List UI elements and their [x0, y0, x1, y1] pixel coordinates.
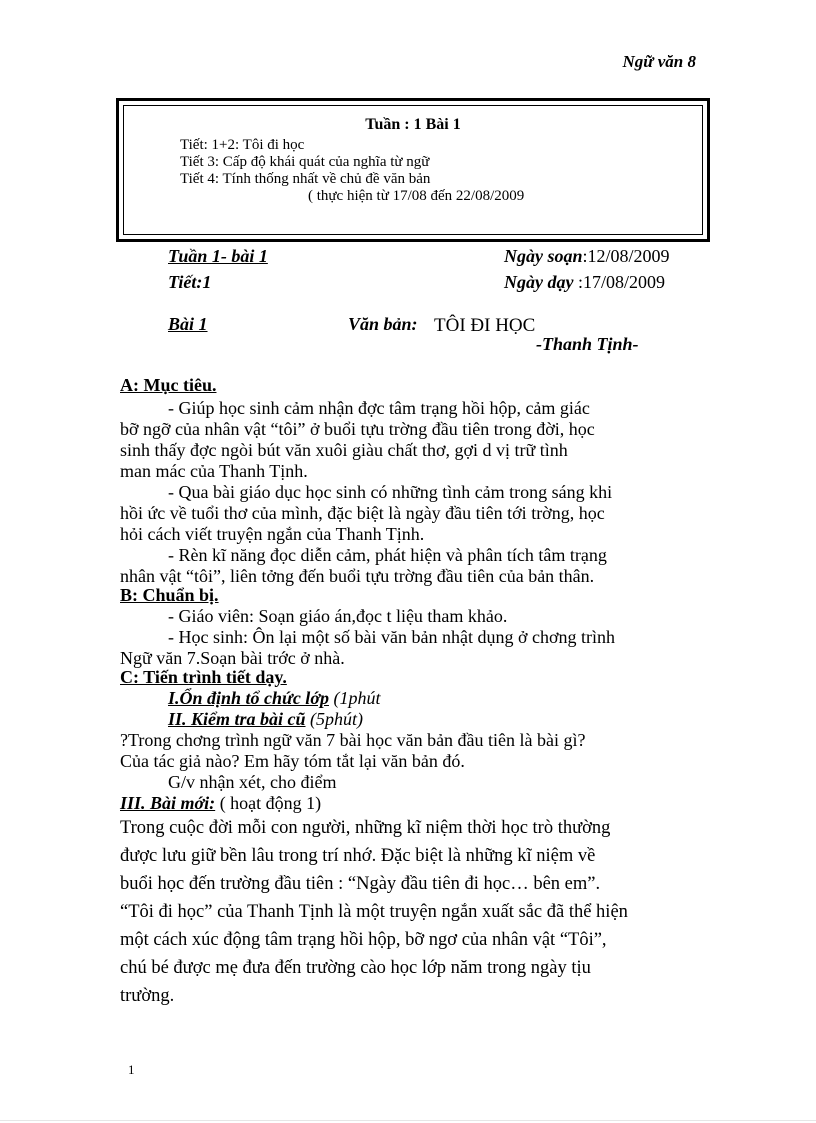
box-line-schedule: ( thực hiện từ 17/08 đến 22/08/2009 [308, 188, 525, 204]
section-a-line: - Giúp học sinh cảm nhận đợc tâm trạng hồi hộp, cảm giác [168, 398, 590, 418]
period-label: Tiết:1 [168, 272, 212, 292]
section-a-line: hỏi cách viết truyện ngắn của Thanh Tịnh. [120, 524, 425, 544]
prep-date-label: Ngày soạn [504, 246, 583, 266]
intro-line: buổi học đến trường đầu tiên : “Ngày đầu tiên đi học… bên em”. [120, 874, 601, 894]
prep-date-value: :12/08/2009 [582, 246, 670, 266]
item-2-time: (5phút) [310, 709, 364, 729]
intro-line: “Tôi đi học” của Thanh Tịnh là một truyện ngắn xuất sắc đã thể hiện [120, 902, 628, 922]
teach-date-value: :17/08/2009 [577, 272, 665, 292]
subject-header: Ngữ văn 8 [622, 52, 696, 71]
week-lesson-label: Tuần 1- bài 1 [168, 246, 268, 266]
prep-date-row [504, 246, 670, 267]
section-c-heading: C: Tiến trình tiết dạy. [120, 667, 287, 687]
box-line-period-3: Tiết 3: Cấp độ khái quát của nghĩa từ ngữ [180, 154, 430, 170]
teacher-note: G/v nhận xét, cho điểm [168, 772, 337, 792]
review-question-line: ?Trong chơng trình ngữ văn 7 bài học văn bản đầu tiên là bài gì? [120, 730, 586, 750]
section-a-line: hồi ức về tuổi thơ của mình, đặc biệt là ngày đầu tiên tới trờng, học [120, 503, 605, 523]
lesson-author: -Thanh Tịnh- [536, 334, 639, 354]
lesson-week-box-inner [123, 105, 703, 235]
item-1-time: (1phút [333, 688, 381, 708]
item-3-label: III. Bài mới: [120, 793, 216, 813]
section-a-line: man mác của Thanh Tịnh. [120, 461, 308, 481]
teach-date-row [504, 272, 665, 293]
section-b-line: Ngữ văn 7.Soạn bài trớc ở nhà. [120, 648, 345, 668]
item-2-label: II. Kiểm tra bài cũ [168, 709, 306, 729]
section-b-heading: B: Chuẩn bị. [120, 585, 219, 605]
box-line-periods-1-2: Tiết: 1+2: Tôi đi học [180, 137, 305, 153]
section-a-line: - Qua bài giáo dục học sinh có những tình cảm trong sáng khi [168, 482, 613, 502]
intro-line: chú bé được mẹ đưa đến trường cào học lớp năm trong ngày tịu [120, 958, 591, 978]
intro-line: Trong cuộc đời mỗi con người, những kĩ niệm thời học trò thường [120, 818, 611, 838]
lesson-label: Bài 1 [168, 314, 208, 334]
section-a-line: nhân vật “tôi”, liên tởng đến buổi tựu trờng đầu tiên của bản thân. [120, 566, 595, 586]
lesson-week-box [116, 98, 710, 242]
item-3-activity: ( hoạt động 1) [219, 793, 322, 813]
box-title: Tuần : 1 Bài 1 [365, 116, 461, 133]
page-number: 1 [128, 1062, 135, 1077]
item-1-label: I.Ổn định tổ chức lớp [168, 688, 329, 708]
lesson-title: TÔI ĐI HỌC [434, 315, 536, 336]
section-b-line: - Học sinh: Ôn lại một số bài văn bản nhật dụng ở chơng trình [168, 627, 615, 647]
box-line-period-4: Tiết 4: Tính thống nhất về chủ đề văn bản [180, 171, 431, 187]
section-a-line: bỡ ngỡ của nhân vật “tôi” ở buổi tựu trờng đầu tiên trong đời, học [120, 419, 595, 439]
review-question-line: Của tác giả nào? Em hãy tóm tắt lại văn bản đó. [120, 751, 465, 771]
section-a-heading: A: Mục tiêu. [120, 375, 217, 395]
teach-date-label: Ngày dạy [504, 272, 578, 292]
section-a-line: - Rèn kĩ năng đọc diễn cảm, phát hiện và phân tích tâm trạng [168, 545, 607, 565]
intro-line: một cách xúc động tâm trạng hồi hộp, bỡ ngơ của nhân vật “Tôi”, [120, 930, 607, 950]
page-bottom-edge [0, 1120, 816, 1121]
section-a-line: sinh thấy đợc ngòi bút văn xuôi giàu chất thơ, gợi d vị trữ tình [120, 440, 568, 460]
section-c-item-2 [168, 709, 363, 730]
intro-line: trường. [120, 986, 175, 1006]
section-c-item-1 [168, 688, 380, 709]
section-b-line: - Giáo viên: Soạn giáo án,đọc t liệu tham khảo. [168, 606, 508, 626]
text-label: Văn bản: [348, 314, 418, 334]
intro-line: được lưu giữ bền lâu trong trí nhớ. Đặc biệt là những kĩ niệm về [120, 846, 596, 866]
section-c-item-3 [120, 793, 321, 814]
